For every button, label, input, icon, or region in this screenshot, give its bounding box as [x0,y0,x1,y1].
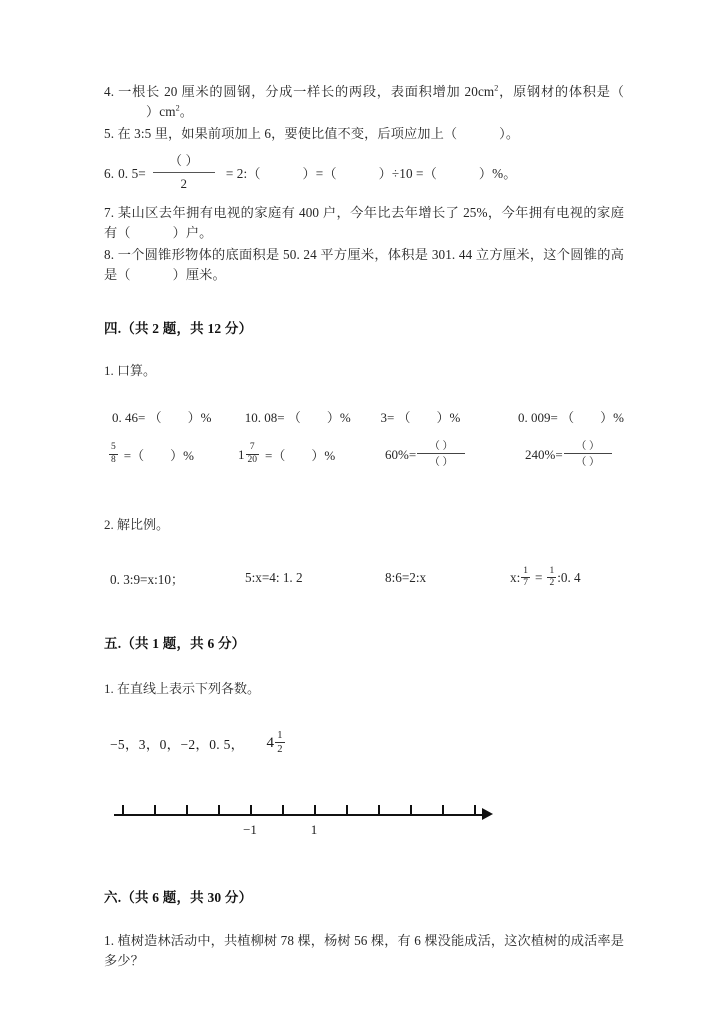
question-8-tail: ）厘米。 [172,267,226,282]
oral-calc-item-5-open: =（ [123,448,145,463]
oral-calc-item-1-paren-open: （ [148,410,162,425]
oral-calc-item-2 [245,407,381,426]
question-7-tail: ）户。 [172,225,213,240]
oral-calc-item-1-tail: ）% [187,410,212,425]
oral-calc-row-1 [104,407,624,426]
proportion-item-4-tail: :0. 4 [557,570,581,586]
question-4-superscript-2: 2 [175,103,180,113]
oral-calc-item-6-whole: 1 [238,446,245,462]
oral-calc-item-6-fraction [246,443,260,466]
question-6-segment-3: ）÷10 =（ [378,165,437,181]
question-6-lead: 0. 5= [118,165,146,181]
oral-calc-item-6-numerator: 7 [249,441,255,452]
numbers-to-plot-mixed-whole: 4 [266,734,275,751]
number-line-tick [378,805,380,815]
section-five-question-1-label: 1. 在直线上表示下列各数。 [104,680,261,696]
question-5-tail: ）。 [499,126,520,141]
question-6-fraction-numerator: （ ） [169,153,199,168]
oral-calc-item-8-numerator: （ ） [575,441,600,452]
oral-calc-item-7-denominator: （ ） [417,453,465,469]
oral-calc-row-2 [104,439,624,470]
number-line-tick [154,805,156,815]
question-7-number: 7. [104,205,115,220]
number-line-tick [186,805,188,815]
proportion-item-4-fraction-2 [547,567,556,590]
proportion-item-3[interactable]: 8:6=2:x [385,570,427,586]
number-line-tick [218,805,220,815]
question-5-number: 5. [104,126,115,141]
number-line-tick [474,805,476,815]
proportion-item-4[interactable] [510,567,581,590]
oral-calc-item-8-fraction[interactable] [564,438,612,469]
question-5 [104,124,624,144]
number-line-tick [122,805,124,815]
number-line-axis [114,814,484,817]
question-7-text: 某山区去年拥有电视的家庭有 400 户，今年比去年增长了 25%，今年拥有电视的家庭有（ [104,205,624,240]
proportions-row [104,567,624,590]
number-line-tick [282,805,284,815]
oral-calc-item-5-denominator: 8 [111,454,116,465]
oral-calc-item-6-mixed-number [238,443,260,466]
proportion-item-4-fraction-1 [521,567,530,590]
number-line-tick [314,805,316,815]
question-6-fraction-denominator: 2 [153,172,215,194]
number-line-tick [346,805,348,815]
question-6-segment-4: ）%。 [478,165,517,181]
proportion-item-4-fraction-1-denominator: 7 [523,578,529,589]
proportion-item-2[interactable]: 5:x=4: 1. 2 [245,570,303,586]
question-6-segment-1: = 2:（ [225,165,261,181]
oral-calc-item-8 [525,439,613,470]
number-line-label: −1 [243,821,257,837]
numbers-to-plot-mixed-numerator: 1 [277,730,283,742]
question-4-superscript-1: 2 [494,83,499,93]
proportion-item-1[interactable]: 0. 3:9=x:10； [110,571,185,587]
oral-calc-item-4-tail: ）% [600,410,624,425]
oral-calc-item-3-paren-open: （ [397,410,411,425]
oral-calc-item-4 [518,407,624,426]
proportion-item-4-equals: = [535,570,543,586]
oral-calc-item-6 [238,443,385,466]
question-4-text-part1: 一根长 20 厘米的圆钢，分成一样长的两段，表面积增加 20cm [118,84,495,99]
worksheet-content [104,82,624,971]
proportion-item-4-fraction-2-denominator: 2 [549,578,555,589]
oral-calc-item-2-left: 10. 08= [244,410,285,425]
question-6-number: 6. [104,165,115,181]
numbers-to-plot-plain: −5，3，0，−2，0. 5， [110,737,245,753]
number-line[interactable] [114,796,524,842]
question-7 [104,203,624,243]
question-5-text: 在 3:5 里，如果前项加上 6，要使比值不变，后项应加上（ [117,126,458,141]
oral-calc-item-1 [112,407,245,426]
oral-calc-item-3-tail: ）% [436,410,461,425]
question-4-text-part2: ，原钢材的体积是（ [498,84,624,99]
proportion-item-4-fraction-2-numerator: 1 [549,565,555,576]
oral-calc-item-1-left: 0. 46= [112,410,146,425]
oral-calc-item-3 [380,407,518,426]
question-8-text: 一个圆锥形物体的底面积是 50. 24 平方厘米，体积是 301. 44 立方厘米，这个圆锥的高是（ [104,247,624,282]
number-line-tick [410,805,412,815]
number-line-tick [442,805,444,815]
oral-calc-item-5-numerator: 5 [111,441,116,452]
oral-calc-item-5-close: ）% [170,448,194,463]
oral-calc-item-4-left: 0. 009= [518,410,558,425]
oral-calc-item-7-fraction[interactable] [417,438,465,469]
section-six-question-1: 1. 植树造林活动中，共植柳树 78 棵，杨树 56 棵，有 6 棵没能成活，这次植树的成活率是多少？ [104,932,624,968]
question-8-number: 8. [104,247,115,262]
section-four-question-2-label: 2. 解比例。 [104,517,170,532]
oral-calc-item-5 [108,443,238,466]
section-six-heading: 六.（共 6 题，共 30 分） [104,889,253,905]
numbers-to-plot-mixed [266,731,285,756]
oral-calc-item-7-left: 60%= [385,446,417,462]
oral-calc-item-2-paren-open: （ [287,410,301,425]
oral-calc-item-8-denominator: （ ） [564,453,612,469]
question-4-number: 4. [104,84,115,99]
oral-calc-item-2-tail: ）% [326,410,351,425]
question-8 [104,245,624,285]
number-line-arrow-icon [482,808,493,820]
oral-calc-item-3-left: 3= [380,410,395,425]
oral-calc-item-4-paren-open: （ [561,410,575,425]
number-line-label: 1 [310,821,318,837]
numbers-to-plot [104,731,624,756]
question-6-fraction[interactable] [153,151,215,194]
proportion-item-4-fraction-1-numerator: 1 [523,565,529,576]
oral-calc-item-6-denominator: 20 [247,454,257,465]
question-4 [104,82,624,122]
question-6-segment-2: ）=（ [302,165,337,181]
oral-calc-item-5-fraction [109,443,118,466]
numbers-to-plot-mixed-fraction [275,730,285,755]
oral-calc-item-7-numerator: （ ） [429,441,453,452]
oral-calc-item-6-open: =（ [265,448,286,463]
question-6 [104,152,624,195]
question-4-blank-tail: ）cm [146,104,176,119]
section-four-heading: 四.（共 2 题，共 12 分） [104,321,253,336]
oral-calc-item-6-close: ）% [311,448,336,463]
question-4-tail-end: 。 [179,104,194,119]
number-line-tick [250,805,252,815]
section-five-heading: 五.（共 1 题，共 6 分） [104,635,246,651]
numbers-to-plot-mixed-denominator: 2 [277,744,283,756]
section-four-question-1-label: 1. 口算。 [104,363,157,378]
oral-calc-item-8-left: 240%= [525,446,563,462]
proportion-item-4-lead: x: [510,570,521,586]
oral-calc-item-7 [385,439,525,470]
